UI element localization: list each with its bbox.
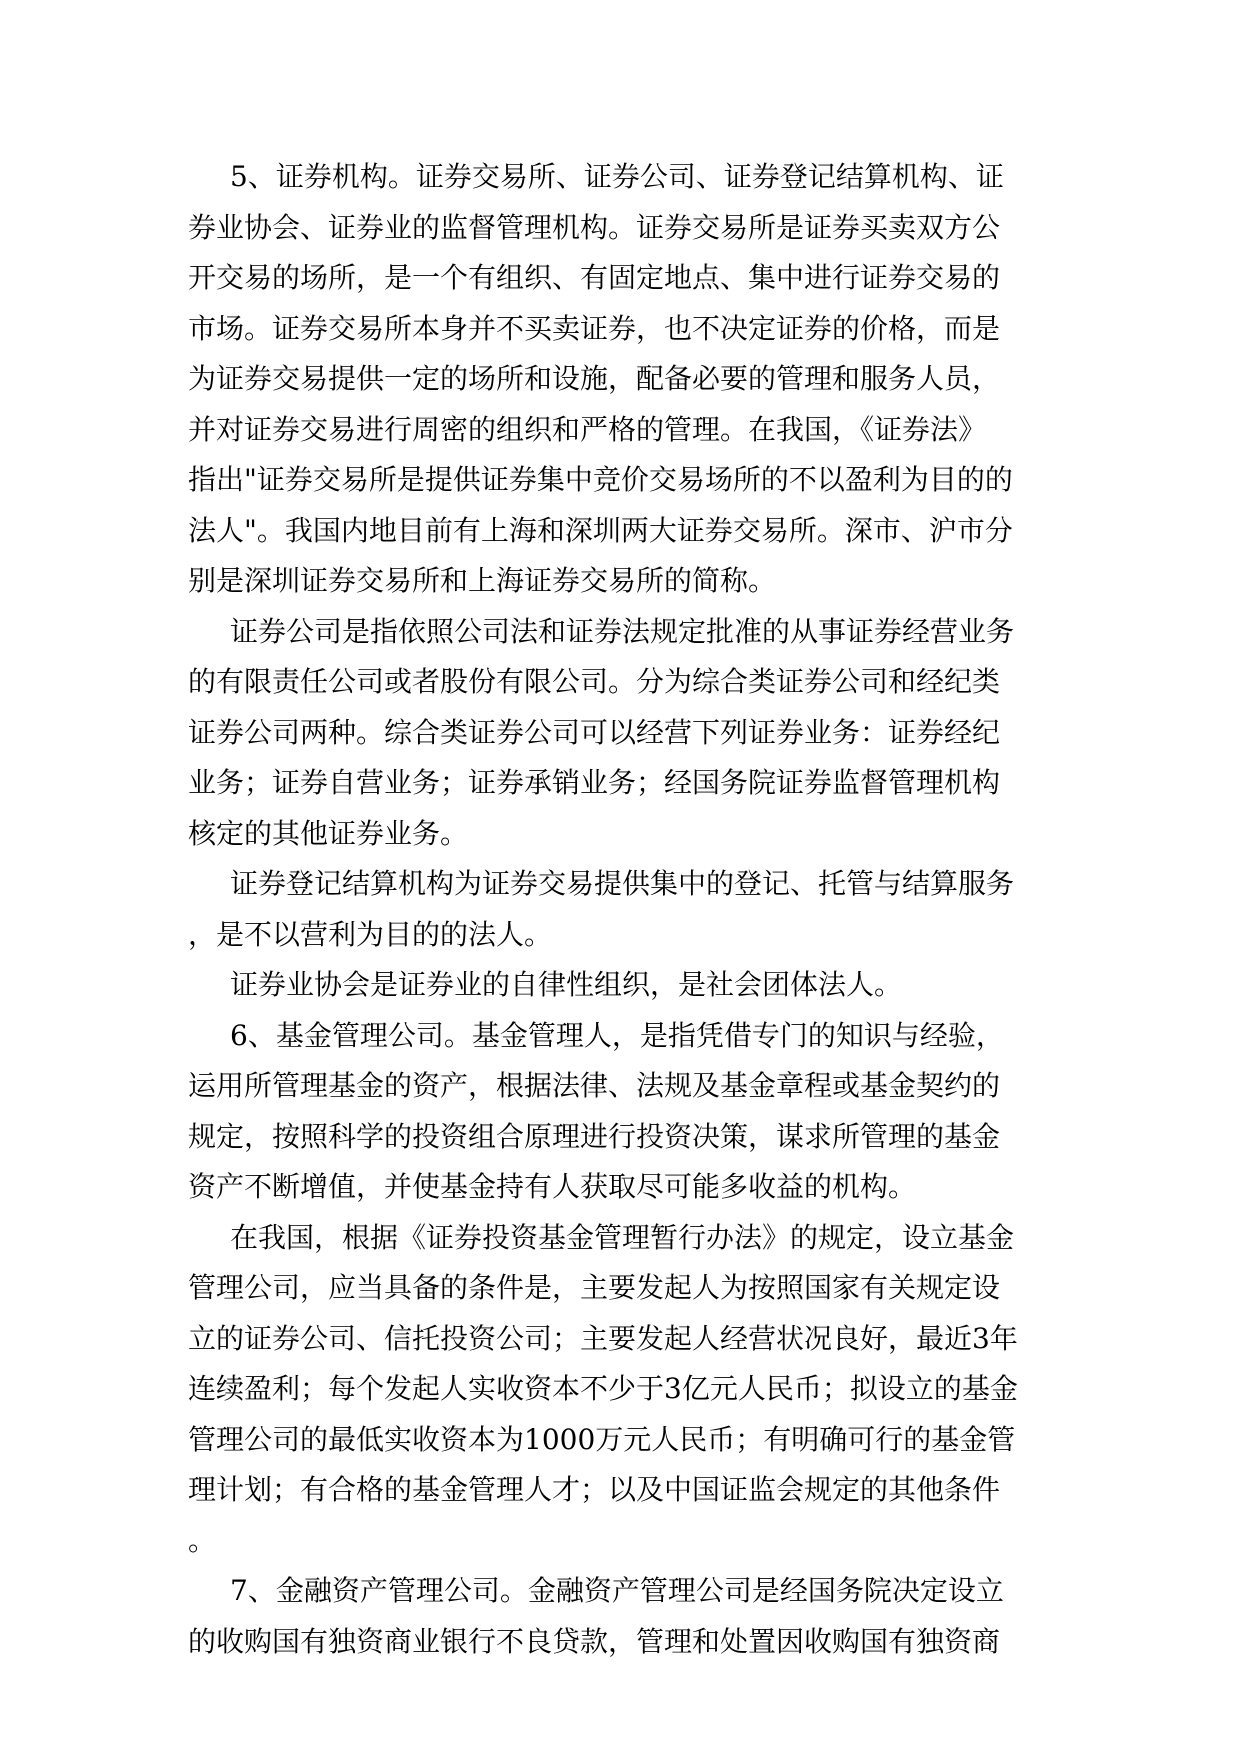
text-line: 连续盈利；每个发起人实收资本不少于3亿元人民币；拟设立的基金 xyxy=(188,1372,1018,1405)
text-line: 为证券交易提供一定的场所和设施，配备必要的管理和服务人员， xyxy=(188,362,1001,395)
text-line: 资产不断增值，并使基金持有人获取尽可能多收益的机构。 xyxy=(188,1170,917,1203)
text-line: 开交易的场所，是一个有组织、有固定地点、集中进行证券交易的 xyxy=(188,261,1001,294)
text-line: 立的证券公司、信托投资公司；主要发起人经营状况良好，最近3年 xyxy=(188,1321,1018,1355)
text-line: 券业协会、证券业的监督管理机构。证券交易所是证券买卖双方公 xyxy=(188,210,1001,244)
text-line: 7、金融资产管理公司。金融资产管理公司是经国务院决定设立 xyxy=(230,1574,1004,1607)
text-line: 管理公司的最低实收资本为1000万元人民币；有明确可行的基金管 xyxy=(188,1422,1016,1456)
text-line: 并对证券交易进行周密的组织和严格的管理。在我国，《证券法》 xyxy=(188,412,987,446)
text-line: ，是不以营利为目的的法人。 xyxy=(188,917,553,951)
text-line: 证券公司是指依照公司法和证券法规定批准的从事证券经营业务 xyxy=(230,614,1015,648)
text-line: 5、证券机构。证券交易所、证券公司、证券登记结算机构、证 xyxy=(230,160,1004,193)
text-line: 在我国，根据《证券投资基金管理暂行办法》的规定，设立基金 xyxy=(230,1220,1015,1254)
paragraph-fund-company-requirements xyxy=(188,1213,1056,1567)
text-line: 的有限责任公司或者股份有限公司。分为综合类证券公司和经纪类 xyxy=(188,665,1001,698)
text-line: 指出"证券交易所是提供证券集中竞价交易场所的不以盈利为目的的 xyxy=(188,463,1013,496)
text-line: 核定的其他证券业务。 xyxy=(188,816,469,850)
text-line: 证券公司两种。综合类证券公司可以经营下列证券业务：证券经纪 xyxy=(188,715,1001,749)
text-line: 的收购国有独资商业银行不良贷款，管理和处置因收购国有独资商 xyxy=(188,1624,1001,1658)
text-line: 业务；证券自营业务；证券承销业务；经国务院证券监督管理机构 xyxy=(188,766,1001,799)
text-line: 法人"。我国内地目前有上海和深圳两大证券交易所。深市、沪市分 xyxy=(188,513,1013,547)
text-line: 市场。证券交易所本身并不买卖证券，也不决定证券的价格，而是 xyxy=(188,311,1001,345)
text-line: 。 xyxy=(188,1523,217,1557)
text-line: 运用所管理基金的资产，根据法律、法规及基金章程或基金契约的 xyxy=(188,1069,1001,1102)
text-line: 别是深圳证券交易所和上海证券交易所的简称。 xyxy=(188,564,777,597)
text-line: 6、基金管理公司。基金管理人，是指凭借专门的知识与经验， xyxy=(230,1018,1004,1052)
paragraph-registration-clearing xyxy=(188,859,1056,960)
document-body xyxy=(188,152,1056,1667)
paragraph-fund-management xyxy=(188,1011,1056,1213)
paragraph-securities-institutions xyxy=(188,152,1056,607)
text-line: 证券登记结算机构为证券交易提供集中的登记、托管与结算服务 xyxy=(230,867,1015,900)
paragraph-asset-management xyxy=(188,1566,1056,1667)
text-line: 理计划；有合格的基金管理人才；以及中国证监会规定的其他条件 xyxy=(188,1473,1001,1506)
text-line: 管理公司，应当具备的条件是，主要发起人为按照国家有关规定设 xyxy=(188,1271,1001,1304)
text-line: 规定，按照科学的投资组合原理进行投资决策，谋求所管理的基金 xyxy=(188,1119,1001,1153)
paragraph-securities-association xyxy=(188,960,1056,1011)
paragraph-securities-company xyxy=(188,607,1056,860)
text-line: 证券业协会是证券业的自律性组织，是社会团体法人。 xyxy=(230,968,903,1001)
